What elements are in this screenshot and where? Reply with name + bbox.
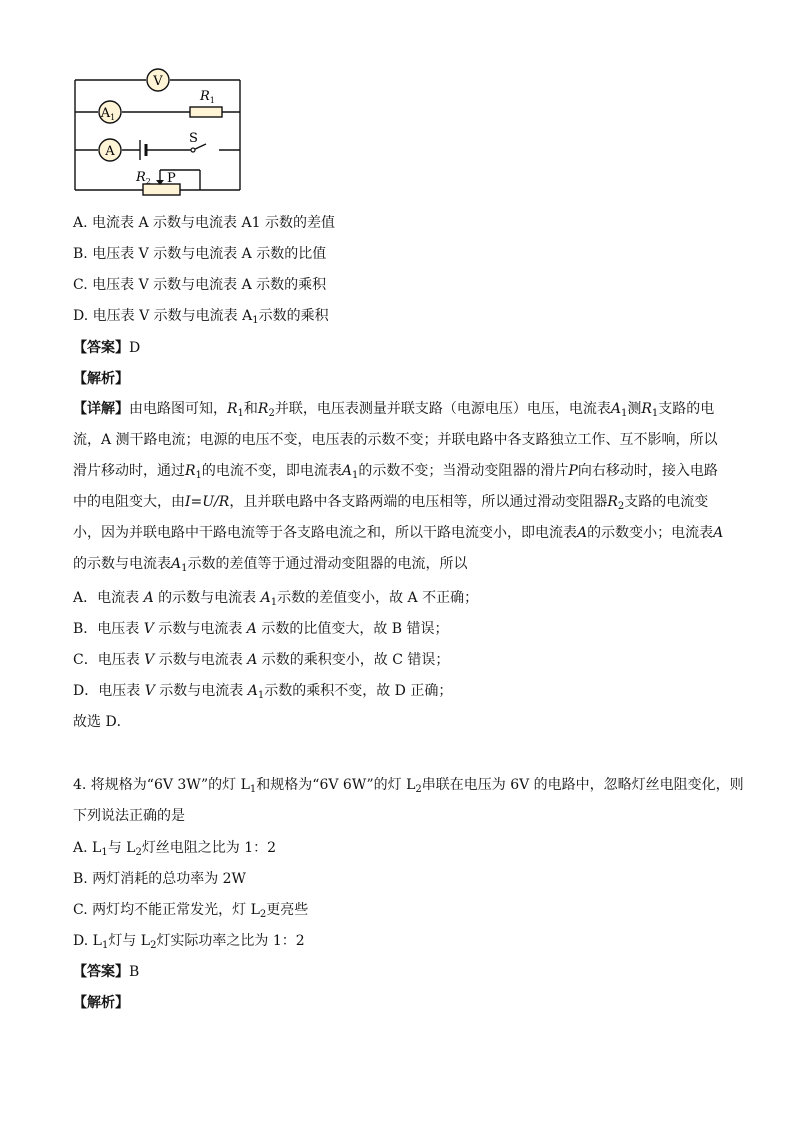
slider-label: P bbox=[167, 171, 176, 186]
switch-label: S bbox=[189, 131, 198, 146]
rheostat-r2-label: R bbox=[136, 170, 146, 185]
q4-analysis-heading: 【解析】 bbox=[73, 995, 129, 1011]
q3-option-a: A. 电流表 A 示数与电流表 A1 示数的差值 bbox=[73, 215, 335, 231]
voltmeter-label: V bbox=[153, 74, 163, 89]
q4-option-c: C. 两灯均不能正常发光，灯 $L_2$更亮些 bbox=[73, 902, 309, 920]
svg-text:R2: $R_2$ bbox=[136, 170, 151, 186]
q4-stem-line1: 4. 将规格为“6V 3W”的灯 $L_1$和规格为“6V 6W”的灯 $L_2$串联在电压为 6V 的电路中，忽略灯丝电阻变化，则 bbox=[73, 777, 744, 795]
q3-conclusion-c: C．电压表 V 示数与电流表 A 示数的乘积变小，故 C 错误； bbox=[73, 652, 450, 668]
switch-pivot bbox=[191, 148, 195, 152]
q4-answer: 【答案】B bbox=[73, 964, 140, 980]
circuit-diagram bbox=[70, 66, 250, 196]
svg-text:R1: $R_1$ bbox=[200, 89, 215, 105]
q3-analysis-heading: 【解析】 bbox=[73, 371, 129, 387]
q3-final-choice: 故选 D． bbox=[73, 714, 131, 730]
q4-option-d: D. $L_1$灯与 $L_2$灯实际功率之比为 1：2 bbox=[73, 933, 305, 951]
q3-conclusion-a: A．电流表 A 的示数与电流表 $A_1$示数的差值变小，故 A 不正确； bbox=[73, 590, 479, 608]
q3-option-c: C. 电压表 V 示数与电流表 A 示数的乘积 bbox=[73, 277, 327, 293]
q4-option-a: A. $L_1$与 $L_2$灯丝电阻之比为 1：2 bbox=[73, 840, 277, 858]
q3-conclusion-b: B．电压表 V 示数与电流表 A 示数的比值变大，故 B 错误； bbox=[73, 621, 449, 637]
resistor-r1-label: R bbox=[200, 89, 210, 104]
q3-answer: 【答案】D bbox=[73, 340, 141, 356]
q4-option-b: B. 两灯消耗的总功率为 2W bbox=[73, 871, 246, 887]
q3-option-b: B. 电压表 V 示数与电流表 A 示数的比值 bbox=[73, 246, 327, 262]
ammeter-a1-label: A bbox=[100, 106, 111, 121]
q3-option-d: D. 电压表 V 示数与电流表 $A_1$示数的乘积 bbox=[73, 308, 329, 326]
ammeter-a-label: A bbox=[105, 144, 115, 159]
q4-stem-line2: 下列说法正确的是 bbox=[73, 808, 185, 824]
resistor-r1-symbol bbox=[190, 107, 222, 117]
svg-text:A1: $A_1$ bbox=[100, 106, 116, 122]
q3-conclusion-d: D．电压表 V 示数与电流表 $A_1$示数的乘积不变，故 D 正确； bbox=[73, 683, 453, 701]
q3-detail-paragraph: 【详解】由电路图可知，$R_1$和$R_2$并联，电压表测量并联支路（电源电压）电压，电流表$A_1$测$R_1$支路的电流，A 测干路电流；电源的电压不变，电压表的示数不变；并联电路中各支路独立工作、互不影响，所以滑片移动时，通过$R_1$的电流不变，即电流表$A_1$的示数不变；当滑动变阻器的滑片P向右移动时，接入电路中的电阻变大，由I=U/R，且并联电路中各支路两端的电压相等，所以通过滑动变阻器$R_2$支路的电流变小，因为并联电路中干路电流等于各支路电流之和，所以干路电流变小，即电流表A的示数变小；电流表A的示数与电流表$A_1$示数的差值等于通过滑动变阻器的电流，所以 bbox=[73, 401, 724, 574]
